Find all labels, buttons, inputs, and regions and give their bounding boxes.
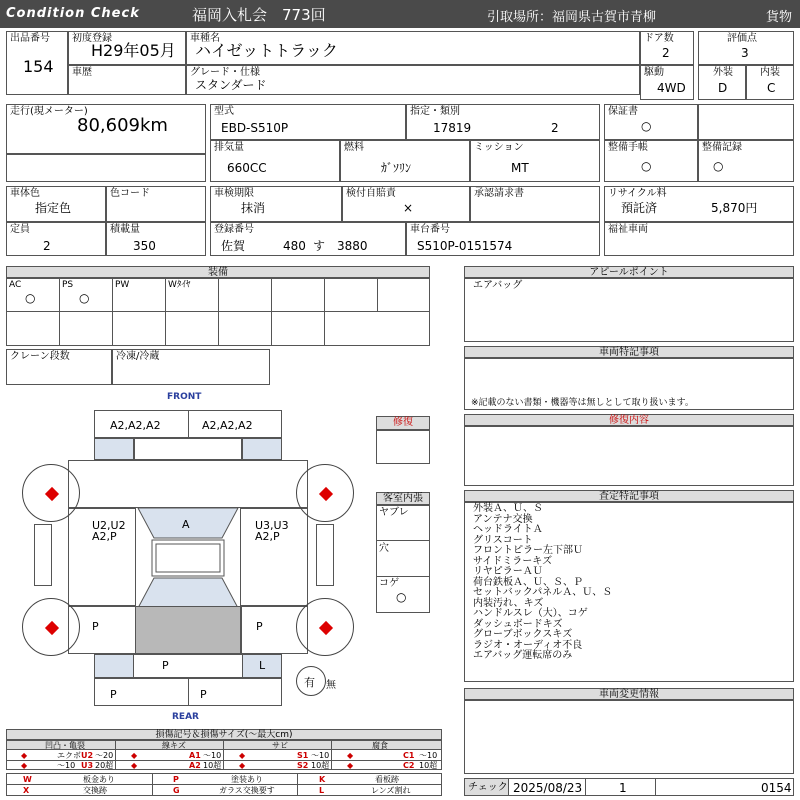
assessment-line: セットバックパネルＡ、Ｕ、Ｓ	[473, 587, 613, 598]
legend-group-dent: 凹凸・亀裂	[45, 741, 85, 750]
colorcode-label: 色コード	[110, 188, 150, 199]
legend-code-w-text: 板金あり	[83, 775, 115, 784]
recycle-label: リサイクル料	[608, 188, 667, 199]
score-value: 3	[741, 46, 749, 60]
legend-r1-rust-code: S1	[297, 751, 309, 760]
tail-right-mark: P	[200, 688, 207, 701]
legend-r1-scratch-sym: ◆	[131, 751, 138, 760]
rear-left-mark: P	[92, 620, 99, 633]
capacity-value: 2	[43, 239, 51, 253]
assessment-line: 荷台鉄板Ａ、Ｕ、Ｓ、Ｐ	[473, 576, 583, 588]
wheel-rear-right	[296, 598, 354, 656]
cabin-burn-label: コゲ	[379, 578, 399, 589]
load-value: 350	[133, 239, 156, 253]
record-value: ○	[713, 159, 724, 173]
color-label: 車体色	[10, 188, 40, 199]
assessment-line: リヤピラーＡＵ	[473, 566, 543, 577]
autoins-label: 検付自賠責	[346, 188, 396, 199]
bed-right-mark: L	[259, 659, 266, 672]
spare-none: 無	[326, 680, 336, 691]
exterior-value: D	[718, 81, 728, 95]
legend-r1-rust-size: ～10	[311, 751, 330, 760]
lot-number: 154	[23, 57, 54, 76]
doors-value: 2	[662, 46, 670, 60]
approval-label: 承認請求書	[474, 188, 524, 199]
spec-label: 指定・類別	[410, 106, 460, 117]
legend-r2-rust-code: S2	[297, 761, 309, 770]
legend-r1-corrosion-sym: ◆	[347, 751, 354, 760]
repair-detail-title: 修復内容	[464, 414, 794, 426]
score-cell	[698, 31, 794, 65]
legend-r2-scratch-size: 10超	[203, 761, 222, 770]
legend-r2-dent-size: 20超	[95, 761, 114, 770]
autoins-cell	[342, 186, 470, 222]
wheel-front-left	[22, 464, 80, 522]
legend-r2-scratch-code: A2	[189, 761, 201, 770]
vehicle-name: ハイゼットトラック	[195, 41, 338, 60]
assessment-box	[464, 502, 794, 682]
color-value: 指定色	[35, 201, 72, 215]
assessment-line: 内装汚れ、キズ	[473, 597, 544, 609]
tail-left-mark: P	[110, 688, 117, 701]
approval-cell	[470, 186, 600, 222]
displacement-cell	[210, 140, 340, 182]
special-note: ※記載のない書類・機器等は無しとして取り扱います。	[471, 398, 694, 408]
repair-title: 修復	[376, 416, 430, 430]
inspection-value: 抹消	[241, 201, 266, 215]
fuel-cell	[340, 140, 470, 182]
plate-number: 3880	[337, 239, 368, 253]
legend-code-k: K	[319, 775, 326, 784]
legend-code-l-text: レンズ割れ	[371, 786, 411, 795]
legend-code-p-text: 塗装あり	[231, 775, 263, 784]
front-left-marks: A2,A2,A2	[110, 419, 161, 432]
category-label: 貨物	[766, 10, 793, 25]
fuel-label: 燃料	[344, 142, 364, 153]
exterior-cell	[698, 65, 746, 100]
reg-cell	[68, 31, 186, 65]
legend-r1-corrosion-size: ～10	[419, 751, 438, 760]
crane-label: クレーン段数	[10, 351, 70, 362]
legend-r1-scratch-size: ～10	[203, 751, 222, 760]
legend-r1-corrosion-code: C1	[403, 751, 415, 760]
legend-r1-dent-size: ～20	[95, 751, 114, 760]
recycle-cell	[604, 186, 794, 222]
repair-box	[376, 430, 430, 464]
assessment-line: 外装Ａ、Ｕ、Ｓ	[473, 503, 543, 514]
doors-label: ドア数	[644, 33, 674, 44]
mileage-cell	[6, 104, 206, 154]
special-box	[464, 358, 794, 410]
model-value: EBD-S510P	[221, 121, 289, 135]
equip-ps-label: PS	[62, 280, 74, 290]
legend-r2-dent-code: U3	[81, 761, 94, 770]
assessment-title: 査定特記事項	[464, 490, 794, 502]
plate-area: 佐賀	[221, 239, 246, 253]
cabin-hole-label: 穴	[379, 543, 389, 554]
assessment-line: エアバッグ運転席のみ	[473, 650, 573, 661]
capacity-label: 定員	[10, 224, 30, 235]
bed-left-mark: P	[162, 659, 169, 672]
assessment-line: ダッシュボードキズ	[473, 618, 563, 630]
legend-r2-corrosion-size: 10超	[419, 761, 438, 770]
legend-group-rust: サビ	[272, 741, 288, 750]
recycle-status: 預託済	[621, 201, 658, 215]
inspection-cell	[210, 186, 342, 222]
legend-r2-dent-name: ～10	[57, 761, 76, 770]
assessment-line: グローブボックスキズ	[473, 629, 573, 640]
spare-yes: 有	[304, 676, 315, 689]
legend-code-x-text: 交換跡	[83, 786, 107, 795]
grade-cell	[186, 65, 640, 95]
wheel-rear-left	[22, 598, 80, 656]
mileage-value: 80,609km	[77, 115, 168, 136]
legend-r2-rust-size: 10超	[311, 761, 330, 770]
transmission-value: MT	[511, 161, 529, 175]
manual-cell	[604, 140, 698, 182]
front-right-marks: A2,A2,A2	[202, 419, 253, 432]
doors-cell	[640, 31, 694, 65]
wheel-front-right	[296, 464, 354, 522]
right-door-marks-2: A2,P	[255, 530, 280, 543]
crane-cell	[6, 349, 112, 385]
cabin-tear-label: ヤブレ	[379, 507, 409, 518]
assessment-line: サイドミラーキズ	[473, 555, 553, 567]
drive-label: 駆動	[644, 67, 664, 78]
load-cell	[106, 222, 206, 256]
rear-label: REAR	[172, 712, 199, 722]
record-label: 整備記録	[702, 142, 742, 153]
drive-cell	[640, 65, 694, 100]
legend-r2-scratch-sym: ◆	[131, 761, 138, 770]
plate-kana: す	[313, 239, 326, 253]
plate-class: 480	[283, 239, 306, 253]
header-bar	[0, 0, 800, 28]
rear-left-light	[94, 654, 134, 678]
recycle-fee: 5,870円	[711, 201, 758, 215]
spec-value-1: 17819	[433, 121, 472, 135]
check-row	[464, 778, 794, 796]
assessment-line: フロントピラー左下部Ｕ	[473, 545, 583, 556]
legend-r1-dent-code: U2	[81, 751, 94, 760]
right-door-marks-1: U3,U3	[255, 519, 289, 532]
warranty-cell	[604, 104, 698, 140]
legend-r1-scratch-code: A1	[189, 751, 201, 760]
fridge-label: 冷凍/冷蔵	[116, 351, 160, 362]
legend-size-table	[6, 740, 442, 770]
front-label: FRONT	[167, 392, 202, 402]
model-cell	[210, 104, 406, 140]
chassis-cell	[406, 222, 600, 256]
legend-group-corrosion: 腐食	[372, 741, 388, 750]
bumper-center	[134, 438, 242, 460]
appeal-text: エアバッグ	[473, 280, 523, 291]
drive-value: 4WD	[657, 81, 686, 95]
transmission-label: ミッション	[474, 142, 524, 153]
equip-ps-mark: ○	[79, 291, 90, 305]
fridge-cell	[112, 349, 270, 385]
mileage-extra-cell	[6, 154, 206, 182]
warranty-value: ○	[641, 119, 652, 133]
equipment-title: 装備	[6, 266, 430, 278]
assessment-line: ハンドルスレ（大）、コゲ	[473, 608, 588, 619]
assessment-line: グリスコート	[473, 534, 533, 546]
brand-label: Condition Check	[6, 6, 140, 21]
warranty-extra-cell	[698, 104, 794, 140]
assessment-line: ラジオ・オーディオ不良	[473, 639, 583, 651]
mileage-label: 走行(現メーター)	[10, 106, 88, 117]
legend-code-g-text: ガラス交換要す	[219, 786, 275, 795]
warranty-label: 保証書	[608, 106, 638, 117]
interior-cell	[746, 65, 794, 100]
cab-upper	[68, 460, 308, 508]
interior-value: C	[767, 81, 776, 95]
equipment-grid	[6, 278, 430, 346]
inspection-label: 車検期限	[214, 188, 254, 199]
front-right-light	[242, 438, 282, 460]
legend-r2-rust-sym: ◆	[239, 761, 246, 770]
bed-floor	[135, 606, 241, 654]
equip-ac-label: AC	[9, 280, 22, 290]
legend-code-l: L	[319, 786, 325, 795]
plate-cell	[210, 222, 406, 256]
assessment-line: アンテナ交換	[473, 513, 533, 525]
name-label: 車種名	[190, 33, 220, 44]
check-date: 2025/08/23	[513, 781, 583, 795]
plate-label: 登録番号	[214, 224, 254, 235]
chassis-value: S510P-0151574	[417, 239, 513, 253]
history-label: 車歴	[72, 67, 92, 78]
name-cell	[186, 31, 640, 65]
special-title: 車両特記事項	[464, 346, 794, 358]
grade-value: スタンダード	[195, 78, 267, 92]
legend-r1-dent-name: エクボ	[57, 751, 81, 760]
reg-value: H29年05月	[91, 41, 176, 60]
front-left-light	[94, 438, 134, 460]
legend-r1-dent-sym: ◆	[21, 751, 28, 760]
assessment-line: ヘッドライトＡ	[473, 524, 543, 535]
interior-label: 内装	[760, 67, 780, 78]
equip-ac-mark: ○	[25, 291, 36, 305]
chassis-label: 車台番号	[410, 224, 450, 235]
welfare-label: 福祉車両	[608, 224, 648, 235]
rear-bumper	[94, 678, 282, 706]
legend-group-scratch: 線キズ	[162, 741, 186, 750]
equip-pw-label: PW	[115, 280, 130, 290]
spec-cell	[406, 104, 600, 140]
left-door-marks-2: A2,P	[92, 530, 117, 543]
autoins-value: ×	[403, 201, 414, 215]
assessment-list	[473, 504, 612, 662]
manual-value: ○	[641, 159, 652, 173]
appeal-title: アピールポイント	[464, 266, 794, 278]
rear-right-mark: P	[256, 620, 263, 633]
colorcode-cell	[106, 186, 206, 222]
score-label: 評価点	[727, 33, 757, 44]
legend-code-k-text: 看板跡	[375, 775, 399, 784]
transmission-cell	[470, 140, 600, 182]
legend-code-g: G	[173, 786, 180, 795]
auction-title: 福岡入札会 773回	[192, 6, 326, 24]
capacity-cell	[6, 222, 106, 256]
repair-detail-box	[464, 426, 794, 486]
right-mirror	[316, 524, 334, 586]
check-number: 1	[619, 781, 627, 795]
check-label: チェック	[468, 782, 508, 793]
lot-cell	[6, 31, 68, 95]
cabin-burn-mark: ○	[396, 590, 407, 604]
color-cell	[6, 186, 106, 222]
legend-r2-corrosion-sym: ◆	[347, 761, 354, 770]
legend-code-p: P	[173, 775, 179, 784]
history-cell	[68, 65, 186, 95]
manual-label: 整備手帳	[608, 142, 648, 153]
legend-code-x: X	[23, 786, 30, 795]
grade-label: グレード・仕様	[190, 67, 260, 78]
pickup-location: 引取場所：福岡県古賀市青柳	[487, 10, 657, 25]
check-code: 0154	[761, 781, 792, 795]
welfare-cell	[604, 222, 794, 256]
displacement-value: 660CC	[227, 161, 267, 175]
left-mirror	[34, 524, 52, 586]
legend-r2-dent-sym: ◆	[21, 761, 28, 770]
spec-value-2: 2	[551, 121, 559, 135]
windshield-mark: A	[182, 518, 190, 531]
load-label: 積載量	[110, 224, 140, 235]
legend-r2-corrosion-code: C2	[403, 761, 415, 770]
record-cell	[698, 140, 794, 182]
equip-wtire-label: Wﾀｲﾔ	[168, 280, 191, 290]
change-info-title: 車両変更情報	[464, 688, 794, 700]
model-label: 型式	[214, 106, 234, 117]
left-door-marks-1: U2,U2	[92, 519, 126, 532]
cabin-box	[376, 505, 430, 613]
reg-label: 初度登録	[72, 33, 112, 44]
legend-title: 損傷記号＆損傷サイズ(～最大cm)	[6, 729, 442, 740]
displacement-label: 排気量	[214, 142, 244, 153]
lot-label: 出品番号	[10, 33, 50, 44]
exterior-label: 外装	[713, 67, 733, 78]
cabin-title: 客室内張	[376, 492, 430, 505]
appeal-box	[464, 278, 794, 342]
fuel-value: ｶﾞｿﾘﾝ	[381, 161, 412, 175]
legend-r1-rust-sym: ◆	[239, 751, 246, 760]
legend-code-w: W	[23, 775, 32, 784]
legend-code-table	[6, 773, 442, 796]
change-info-box	[464, 700, 794, 774]
